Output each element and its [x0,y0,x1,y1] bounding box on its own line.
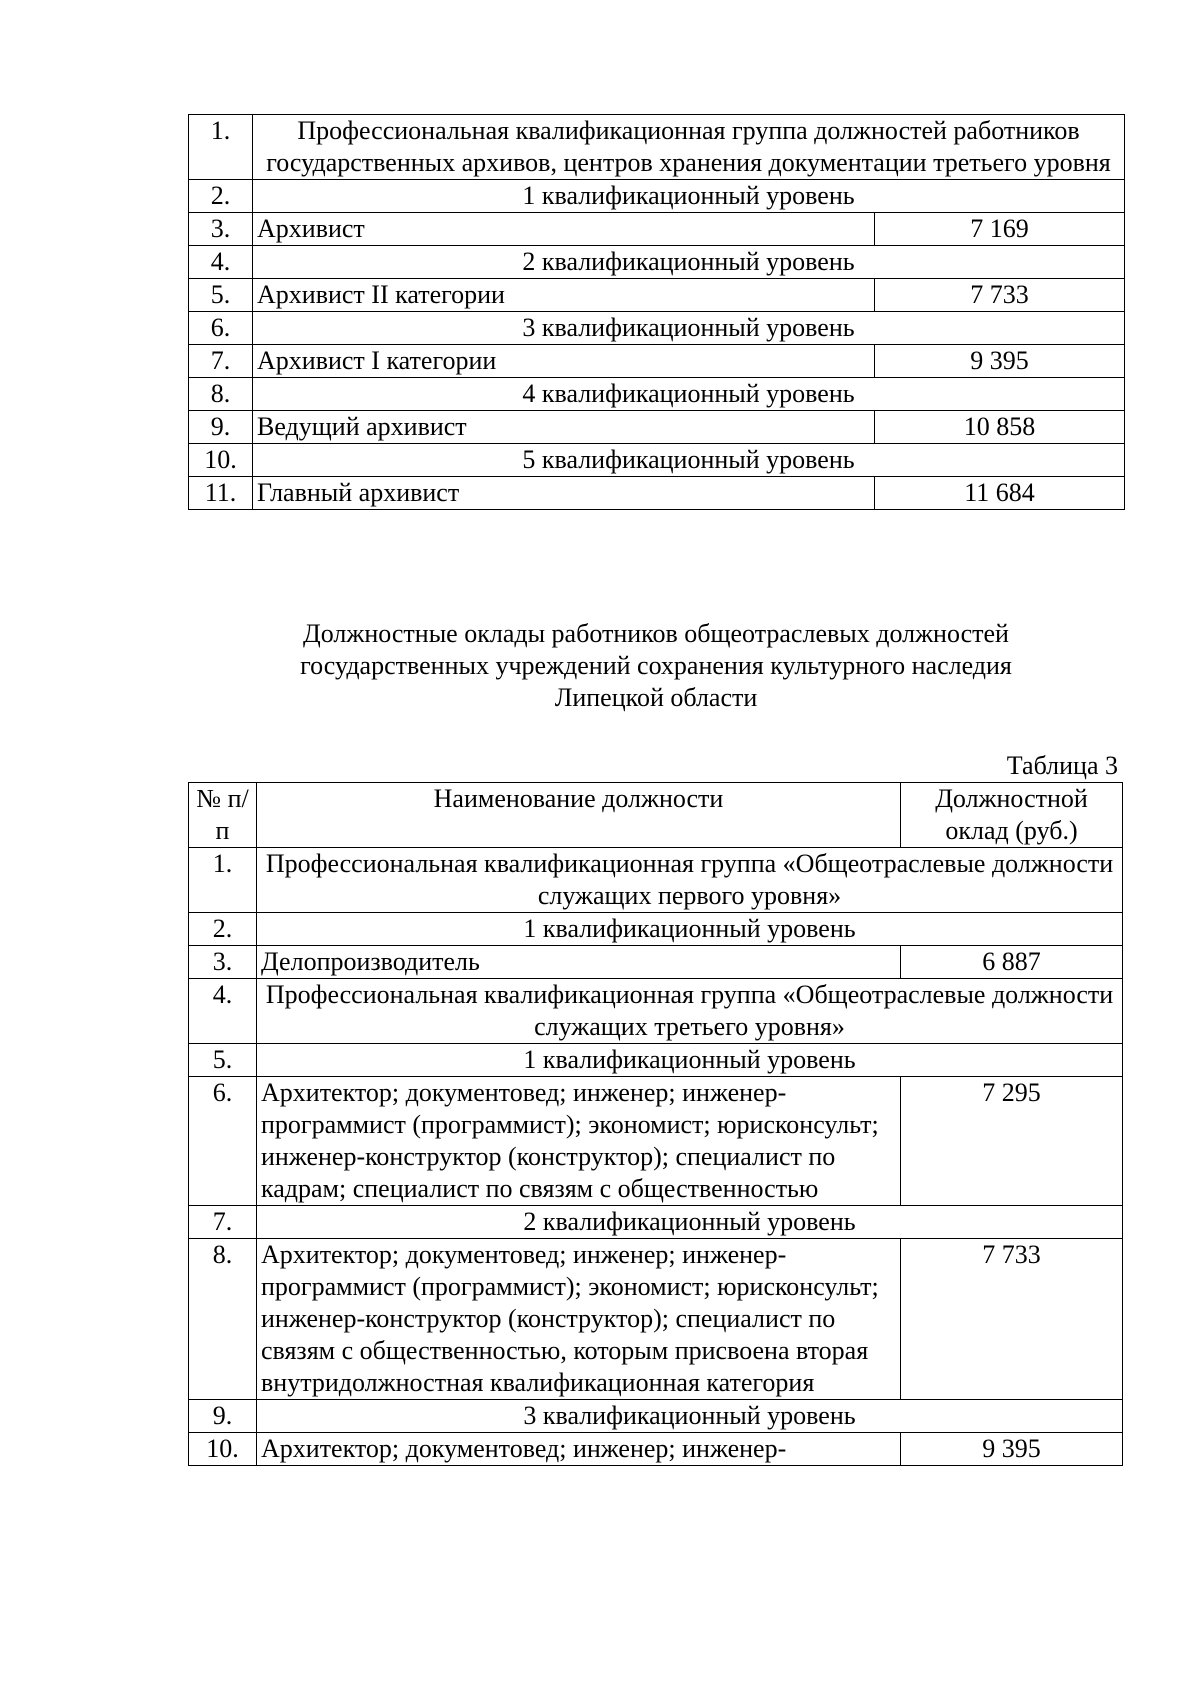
group-heading: 5 квалификационный уровень [253,444,1125,477]
row-number: 6. [189,1077,257,1206]
row-number: 10. [189,1433,257,1466]
position-name: Ведущий архивист [253,411,875,444]
section-title-line-2: государственных учреждений сохранения культурного наследия [300,651,1012,680]
salary-value: 7 169 [875,213,1125,246]
group-heading: 3 квалификационный уровень [253,312,1125,345]
group-heading: 3 квалификационный уровень [257,1400,1123,1433]
table-row [189,946,1123,979]
table-row [189,1077,1123,1206]
row-number: 1. [189,848,257,913]
header-salary: Должностной оклад (руб.) [901,783,1123,848]
row-number: 6. [189,312,253,345]
group-heading: Профессиональная квалификационная группа «Общеотраслевые должности служащих третьего уровня» [257,979,1123,1044]
group-heading: 4 квалификационный уровень [253,378,1125,411]
row-number: 1. [189,115,253,180]
salary-value: 7 733 [875,279,1125,312]
row-number: 2. [189,913,257,946]
group-heading: 1 квалификационный уровень [253,180,1125,213]
table-row [189,444,1125,477]
row-number: 5. [189,279,253,312]
table-row [189,979,1123,1044]
table-row [189,1400,1123,1433]
row-number: 5. [189,1044,257,1077]
header-num: № п/п [189,783,257,848]
row-number: 10. [189,444,253,477]
row-number: 4. [189,979,257,1044]
table-row [189,345,1125,378]
position-name: Архитектор; документовед; инженер; инженер-программист (программист); экономист; юрисконсульт; инженер-конструктор (конструктор); специалист по кадрам; специалист по связям с общественностью [257,1077,901,1206]
section-title-line-1: Должностные оклады работников общеотраслевых должностей [303,619,1009,648]
table-label: Таблица 3 [1006,751,1118,780]
row-number: 9. [189,1400,257,1433]
table-row [189,279,1125,312]
position-name: Архивист [253,213,875,246]
row-number: 2. [189,180,253,213]
row-number: 7. [189,1206,257,1239]
table-row [189,312,1125,345]
position-name: Главный архивист [253,477,875,510]
table-row [189,477,1125,510]
position-name: Делопроизводитель [257,946,901,979]
table-row [189,246,1125,279]
salary-value: 10 858 [875,411,1125,444]
row-number: 4. [189,246,253,279]
table-row [189,848,1123,913]
positions-table-archives [188,114,1125,510]
position-name: Архитектор; документовед; инженер; инженер- [257,1433,901,1466]
salary-value: 9 395 [901,1433,1123,1466]
salary-value: 7 733 [901,1239,1123,1400]
row-number: 8. [189,378,253,411]
row-number: 8. [189,1239,257,1400]
positions-table-general [188,782,1123,1466]
table-row [189,213,1125,246]
row-number: 9. [189,411,253,444]
salary-value: 11 684 [875,477,1125,510]
row-number: 11. [189,477,253,510]
group-heading: Профессиональная квалификационная группа «Общеотраслевые должности служащих первого уровня» [257,848,1123,913]
group-heading: 2 квалификационный уровень [257,1206,1123,1239]
group-heading: 1 квалификационный уровень [257,913,1123,946]
table-row [189,1239,1123,1400]
section-title [188,618,1124,714]
table-row [189,115,1125,180]
position-name: Архивист I категории [253,345,875,378]
table-row [189,411,1125,444]
header-position-name: Наименование должности [257,783,901,848]
table-row [189,378,1125,411]
group-heading: 2 квалификационный уровень [253,246,1125,279]
section-title-line-3: Липецкой области [554,683,758,712]
salary-value: 6 887 [901,946,1123,979]
row-number: 7. [189,345,253,378]
position-name: Архитектор; документовед; инженер; инженер-программист (программист); экономист; юрисконсульт; инженер-конструктор (конструктор); специалист по связям с общественностью, которым присвоена вторая внутридолжностная квалификационная категория [257,1239,901,1400]
group-heading: Профессиональная квалификационная группа должностей работников государственных архивов, центров хранения документации третьего уровня [253,115,1125,180]
position-name: Архивист II категории [253,279,875,312]
salary-value: 9 395 [875,345,1125,378]
table-row [189,180,1125,213]
row-number: 3. [189,213,253,246]
group-heading: 1 квалификационный уровень [257,1044,1123,1077]
table-row [189,1206,1123,1239]
table-row [189,913,1123,946]
table-row [189,1433,1123,1466]
table-row [189,1044,1123,1077]
salary-value: 7 295 [901,1077,1123,1206]
table-header-row [189,783,1123,848]
row-number: 3. [189,946,257,979]
